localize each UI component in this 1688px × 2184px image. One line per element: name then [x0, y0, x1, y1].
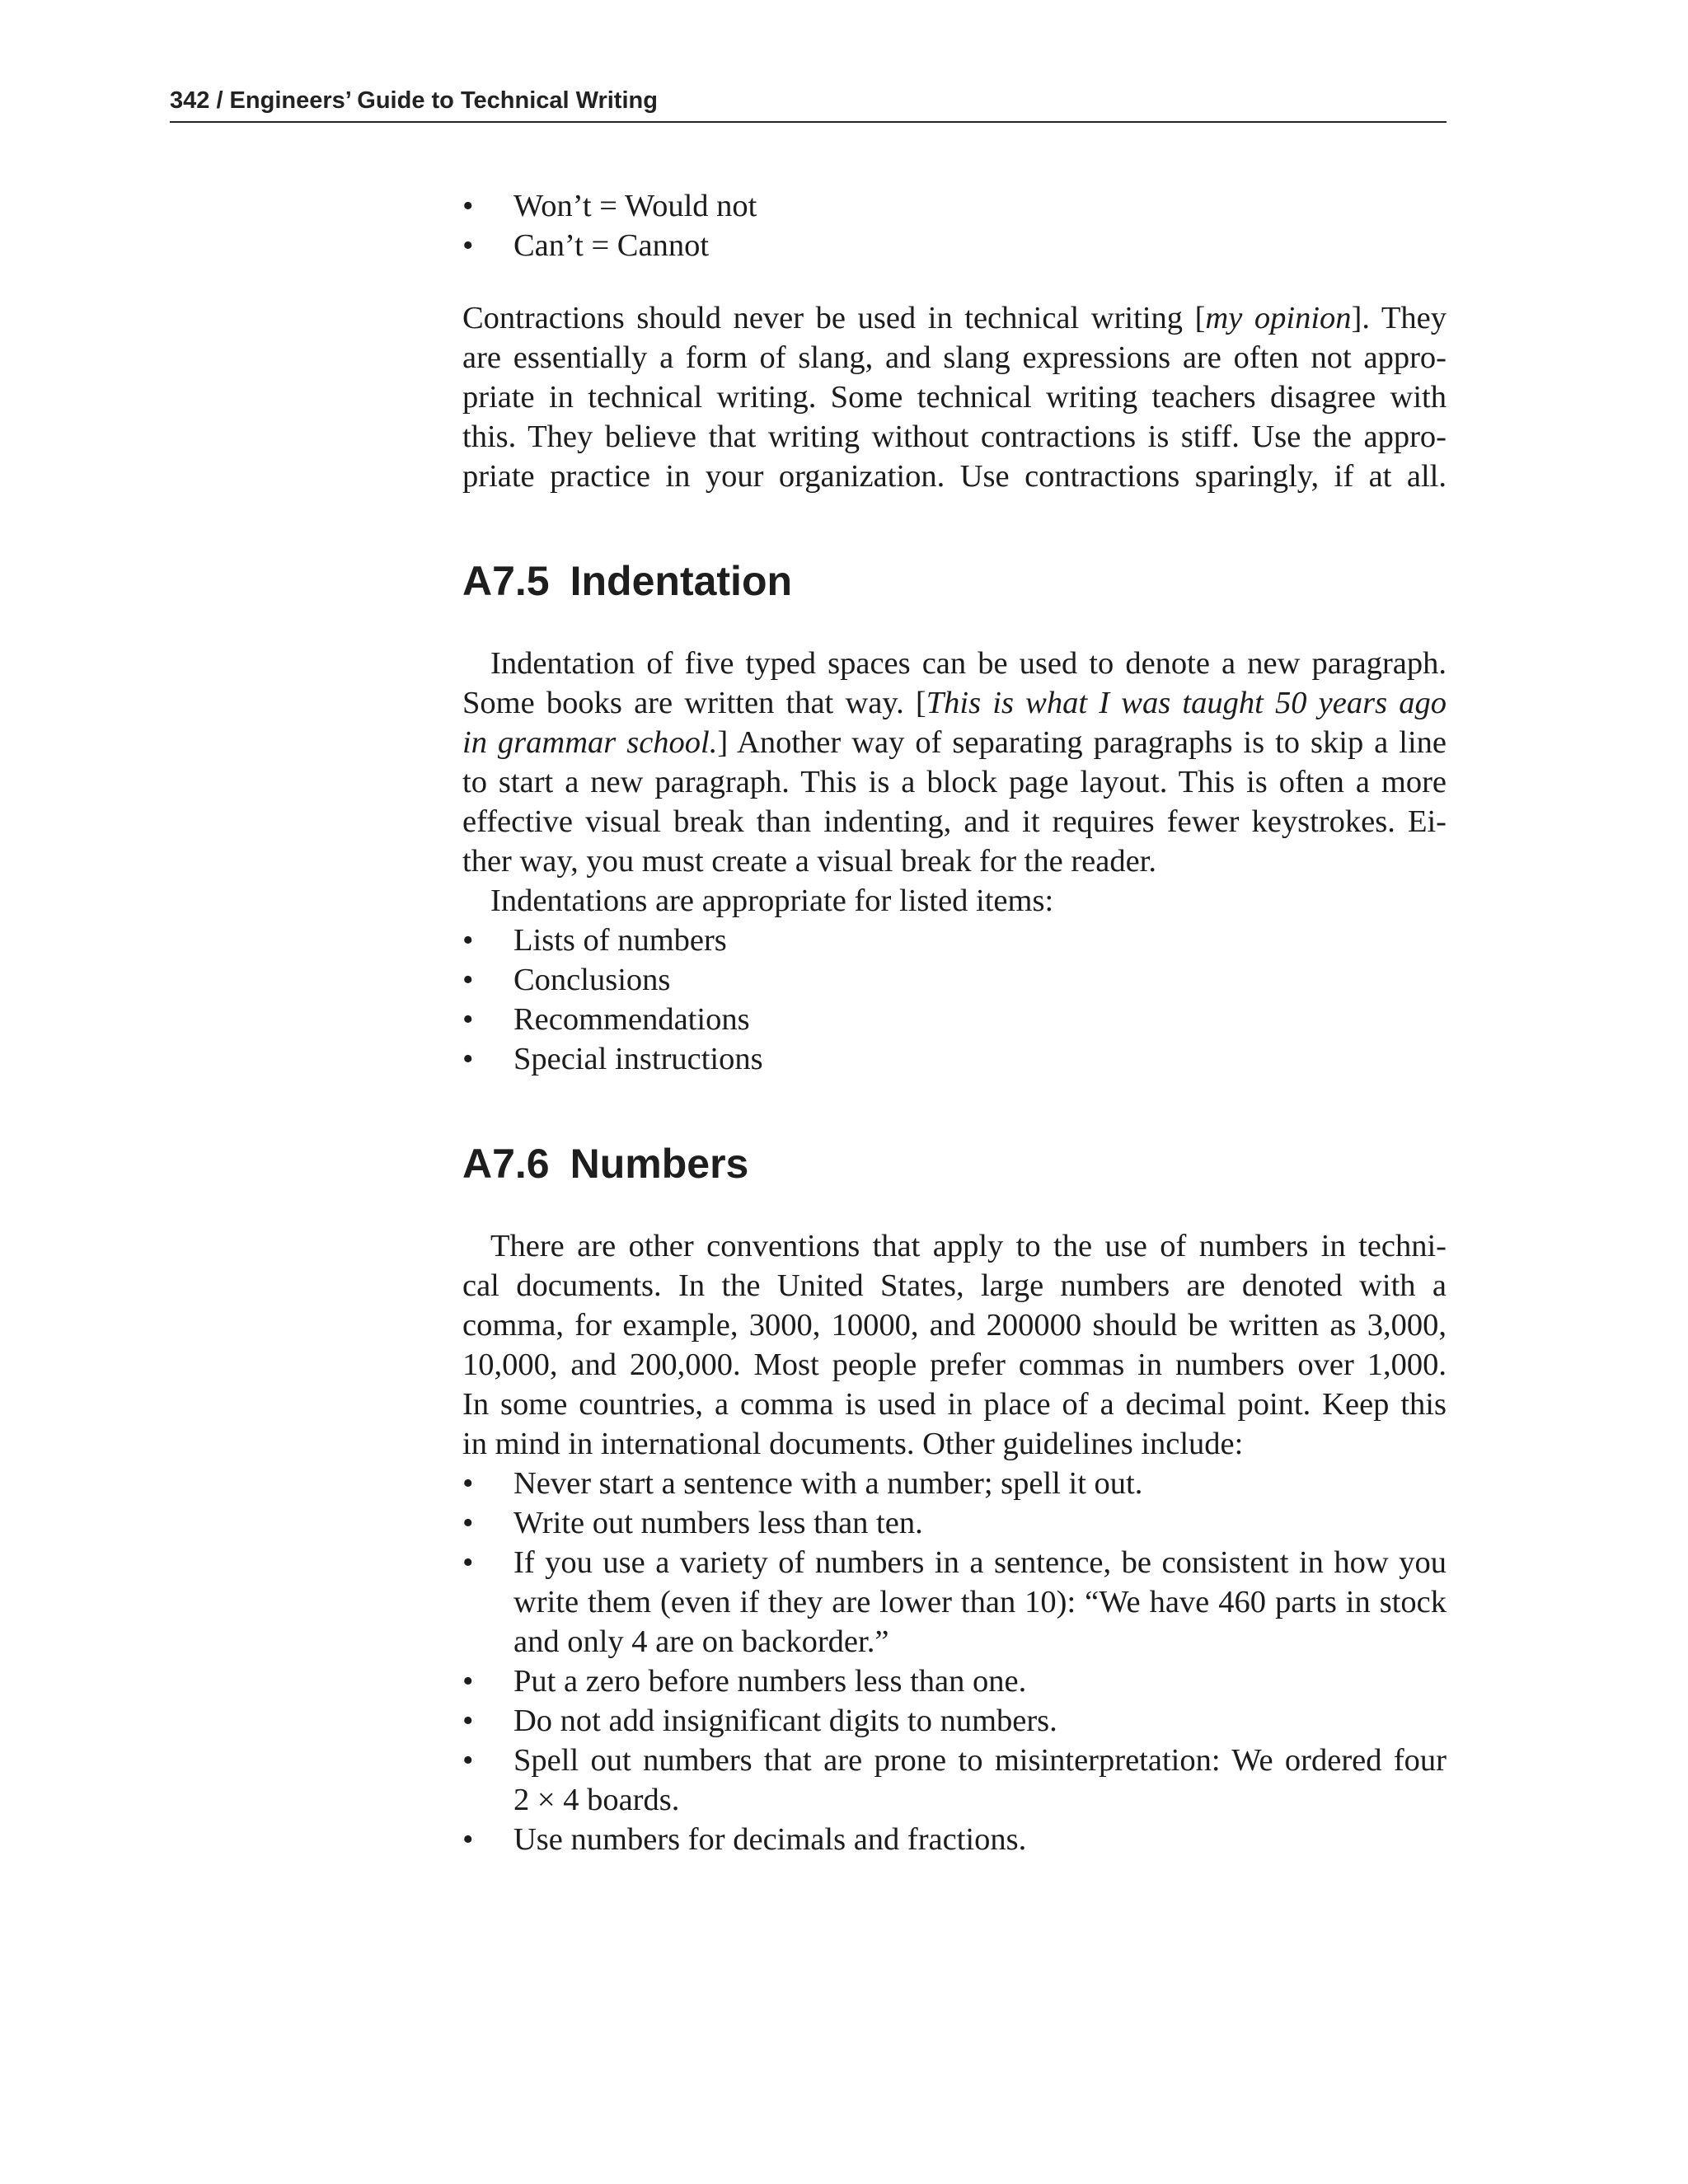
- list-item: • Conclusions: [462, 960, 1447, 1000]
- guidelines-list: [462, 1464, 1447, 1859]
- bullet-icon: •: [462, 1704, 474, 1738]
- bullet-icon: •: [462, 1042, 474, 1076]
- list-item: • Spell out numbers that are prone to misinterpretation: We ordered four 2 × 4 boards.: [462, 1741, 1447, 1820]
- bullet-icon: •: [462, 1743, 474, 1778]
- page-body: [462, 186, 1447, 1859]
- contractions-list: [462, 186, 1447, 265]
- list-item: • Can’t = Cannot: [462, 226, 1447, 265]
- section-heading-numbers: A7.6 Numbers: [462, 1141, 749, 1187]
- list-item: • Won’t = Would not: [462, 186, 1447, 226]
- section-heading-indentation: A7.5 Indentation: [462, 558, 793, 604]
- running-head: 342 / Engineers’ Guide to Technical Writing: [170, 84, 1447, 123]
- list-item: • Do not add insignificant digits to numbers.: [462, 1701, 1447, 1741]
- indentation-paragraph-2: Indentations are appropriate for listed items:: [490, 883, 1054, 918]
- listed-items: [462, 921, 1447, 1079]
- bullet-icon: •: [462, 1506, 474, 1540]
- list-item: • Write out numbers less than ten.: [462, 1503, 1447, 1543]
- list-item: • Lists of numbers: [462, 921, 1447, 960]
- bullet-icon: •: [462, 1822, 474, 1857]
- bullet-icon: •: [462, 1664, 474, 1699]
- list-item: • If you use a variety of numbers in a sentence, be consistent in how you write them (even if they are lower than 10): “We have 460 parts in stock and only 4 are on backorder.”: [462, 1543, 1447, 1661]
- bullet-icon: •: [462, 228, 474, 263]
- list-item: • Recommendations: [462, 1000, 1447, 1039]
- bullet-icon: •: [462, 1545, 474, 1580]
- contractions-paragraph: Contractions should never be used in technical writing [my opinion]. They are essentially a form of slang, and slang expressions are often not appro- priate in technical writing. Some technical writing teachers disagree with this. They believe that writing without contractions is stiff. Use the appro- priate practice in your organization. Use contractions sparingly, if at all.: [462, 301, 1447, 494]
- bullet-icon: •: [462, 963, 474, 997]
- list-item: • Put a zero before numbers less than one.: [462, 1661, 1447, 1701]
- bullet-icon: •: [462, 1466, 474, 1501]
- list-item: • Special instructions: [462, 1039, 1447, 1079]
- bullet-icon: •: [462, 923, 474, 958]
- numbers-paragraph: There are other conventions that apply to the use of numbers in techni- cal documents. In the United States, large numbers are denoted with a comma, for example, 3000, 10000, and 200000 should be written as 3,000, 10,000, and 200,000. Most people prefer commas in numbers over 1,000. In some countries, a comma is used in place of a decimal point. Keep this in mind in international documents. Other guidelines include:: [462, 1229, 1447, 1461]
- list-item: • Use numbers for decimals and fractions.: [462, 1820, 1447, 1859]
- indentation-paragraph: Indentation of five typed spaces can be used to denote a new paragraph. Some books are written that way. [This is what I was taught 50 years ago in grammar school.] Another way of separating paragraphs is to skip a line to start a new paragraph. This is a block page layout. This is often a more effective visual break than indenting, and it requires fewer keystrokes. Ei- ther way, you must create a visual break for the reader.: [462, 646, 1447, 879]
- list-item: • Never start a sentence with a number; spell it out.: [462, 1464, 1447, 1503]
- bullet-icon: •: [462, 189, 474, 223]
- bullet-icon: •: [462, 1002, 474, 1037]
